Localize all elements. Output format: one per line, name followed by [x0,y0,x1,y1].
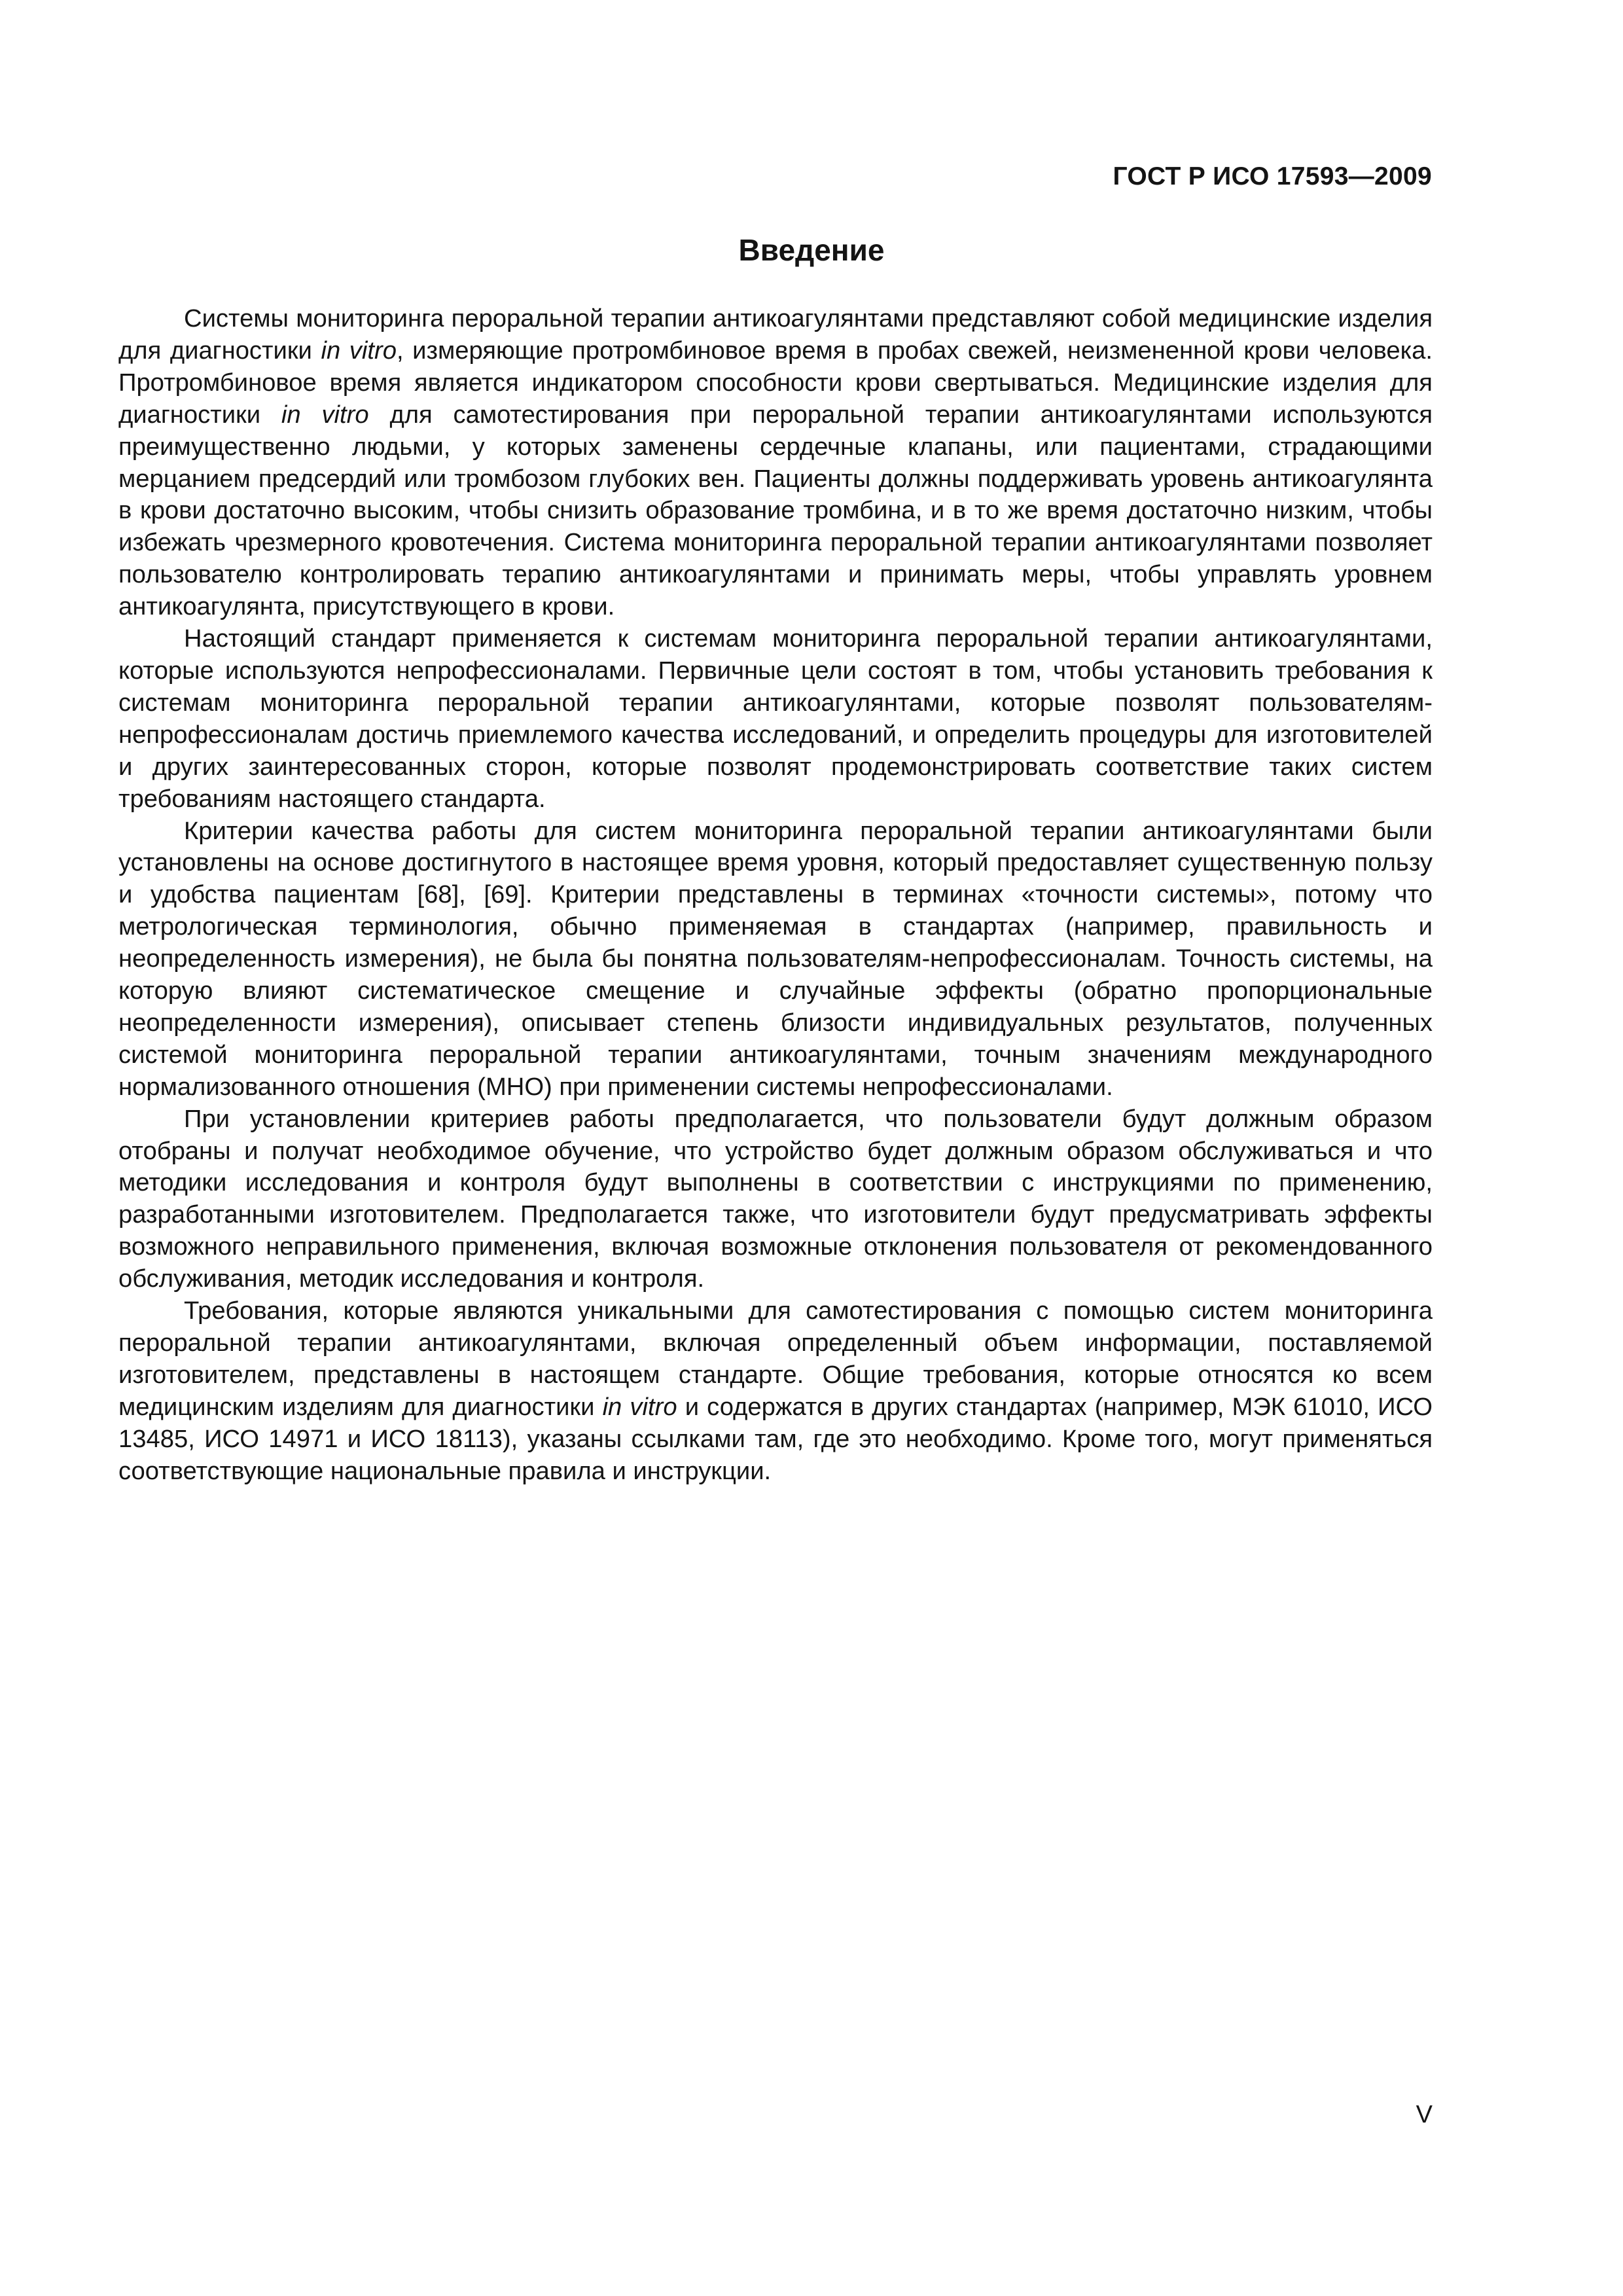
paragraph-1-text: Системы мониторинга пероральной терапии антикоагулянтами представляют собой медицинские изделия для диагностики [118,304,1433,365]
paragraph-5-text: Требования, которые являются уникальными для самотестирования с помощью систем мониторинга пероральной терапии антикоагулянтами, включая определенный объем информации, поставляемой изготовителем, представлены в настоящем стандарте. Общие требования, которые относятся ко всем медицинским изделиям для диагностики [118,1297,1433,1421]
paragraph-3-text: Критерии качества работы для систем мониторинга пероральной терапии антикоагулянтами были установлены на основе достигнутого в настоящее время уровня, который предоставляет существенную пользу и удобства пациентам [68], [69]. Критерии представлены в терминах «точности системы», потому что метрологическая терминология, обычно применяемая в стандартах (например, правильность и неопределенность измерения), не была бы понятна пользователям-непрофессионалам. Точность системы, на которую влияют систематическое смещение и случайные эффекты (обратно пропорциональные неопределенности измерения), описывает степень близости индивидуальных результатов, полученных системой мониторинга пероральной терапии антикоагулянтами, точным значениям международного нормализованного отношения (МНО) при применении системы непрофессионалами. [118,816,1433,1101]
paragraph-4 [118,1103,1433,1295]
paragraph-2 [118,623,1433,815]
paragraph-1-text: , измеряющие протромбиновое время в пробах свежей, неизмененной крови человека. Протромбиновое время является индикатором способности крови свертываться. Медицинские изделия для диагностики [118,336,1433,429]
paragraph-5-text: и содержатся в других стандартах (например, МЭК 61010, ИСО 13485, ИСО 14971 и ИСО 18113), указаны ссылками там, где это необходимо. Кроме того, могут применяться соответствующие национальные правила и инструкции. [118,1392,1433,1485]
in-vitro-term: in vitro [602,1392,677,1421]
in-vitro-term: in vitro [321,336,397,365]
paragraph-5 [118,1295,1433,1487]
paragraph-3 [118,816,1433,1103]
paragraph-2-text: Настоящий стандарт применяется к системам мониторинга пероральной терапии антикоагулянтами, которые используются непрофессионалами. Первичные цели состоят в том, чтобы установить требования к системам мониторинга пероральной терапии антикоагулянтами, которые позволят пользователям-непрофессионалам достичь приемлемого качества исследований, и определить процедуры для изготовителей и других заинтересованных сторон, которые позволят продемонстрировать соответствие таких систем требованиям настоящего стандарта. [118,624,1433,813]
paragraph-1 [118,303,1433,623]
document-code: ГОСТ Р ИСО 17593—2009 [1113,162,1432,190]
in-vitro-term: in vitro [281,400,369,429]
paragraph-4-text: При установлении критериев работы предполагается, что пользователи будут должным образом отобраны и получат необходимое обучение, что устройство будет должным образом обслуживаться и что методики исследования и контроля будут выполнены в соответствии с инструкциями по применению, разработанными изготовителем. Предполагается также, что изготовители будут предусматривать эффекты возможного неправильного применения, включая возможные отклонения пользователя от рекомендованного обслуживания, методик исследования и контроля. [118,1104,1433,1293]
paragraph-1-text: для самотестирования при пероральной терапии антикоагулянтами используются преимущественно людьми, у которых заменены сердечные клапаны, или пациентами, страдающими мерцанием предсердий или тромбозом глубоких вен. Пациенты должны поддерживать уровень антикоагулянта в крови достаточно высоким, чтобы снизить образование тромбина, и в то же время достаточно низким, чтобы избежать чрезмерного кровотечения. Система мониторинга пероральной терапии антикоагулянтами позволяет пользователю контролировать терапию антикоагулянтами и принимать меры, чтобы управлять уровнем антикоагулянта, присутствующего в крови. [118,400,1433,621]
page-title: Введение [738,233,885,267]
page-number: V [1416,2101,1433,2128]
introduction-body [118,303,1433,1488]
